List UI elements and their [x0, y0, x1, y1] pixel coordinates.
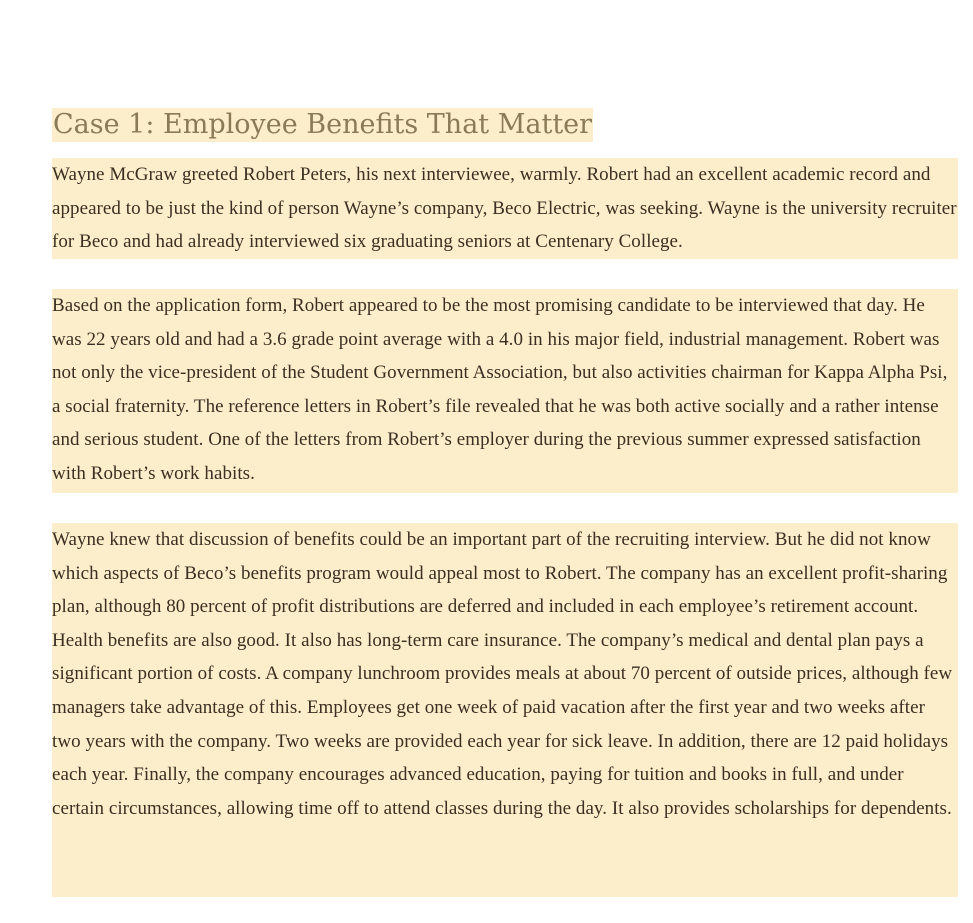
document-body — [52, 108, 958, 897]
paragraph-3: Wayne knew that discussion of benefits could be an important part of the recruiting interview. But he did not know which aspects of Beco’s benefits program would appeal most to Robert. The company has an excellent profit-sharing plan, although 80 percent of profit distributions are deferred and included in each employee’s retirement account. Health benefits are also good. It also has long-term care insurance. The company’s medical and dental plan pays a significant portion of costs. A company lunchroom provides meals at about 70 percent of outside prices, although few managers take advantage of this. Employees get one week of paid vacation after the first year and two weeks after two years with the company. Two weeks are provided each year for sick leave. In addition, there are 12 paid holidays each year. Finally, the company encourages advanced education, paying for tuition and books in full, and under certain circumstances, allowing time off to attend classes during the day. It also provides scholarships for dependents. — [52, 523, 958, 897]
case-heading: Case 1: Employee Benefits That Matter — [53, 109, 593, 140]
paragraph-1: Wayne McGraw greeted Robert Peters, his next interviewee, warmly. Robert had an excellent academic record and appeared to be just the kind of person Wayne’s company, Beco Electric, was seeking. Wayne is the university recruiter for Beco and had already interviewed six graduating seniors at Centenary College. — [52, 158, 958, 259]
paragraph-2: Based on the application form, Robert appeared to be the most promising candidate to be interviewed that day. He was 22 years old and had a 3.6 grade point average with a 4.0 in his major field, industrial management. Robert was not only the vice-president of the Student Government Association, but also activities chairman for Kappa Alpha Psi, a social fraternity. The reference letters in Robert’s file revealed that he was both active socially and a rather intense and serious student. One of the letters from Robert’s employer during the previous summer expressed satisfaction with Robert’s work habits. — [52, 289, 958, 493]
